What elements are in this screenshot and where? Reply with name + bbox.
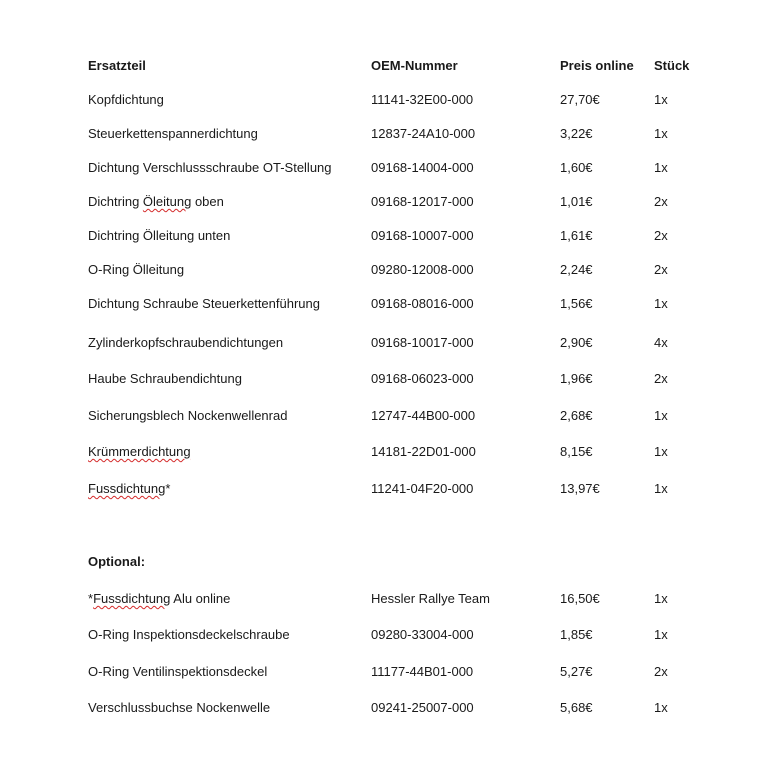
price: 2,24€ bbox=[560, 262, 593, 277]
header-qty: Stück bbox=[654, 58, 690, 73]
price: 1,96€ bbox=[560, 371, 593, 386]
part-name: O-Ring Ölleitung bbox=[88, 262, 185, 277]
quantity: 1x bbox=[654, 160, 668, 175]
table-row bbox=[0, 406, 771, 426]
oem-number: 14181-22D01-000 bbox=[371, 444, 476, 459]
price: 8,15€ bbox=[560, 444, 593, 459]
optional-row bbox=[0, 662, 771, 682]
quantity: 1x bbox=[654, 126, 668, 141]
quantity: 1x bbox=[654, 591, 668, 606]
optional-row bbox=[0, 698, 771, 718]
part-name bbox=[88, 442, 191, 462]
price: 5,27€ bbox=[560, 664, 593, 679]
quantity: 2x bbox=[654, 664, 668, 679]
part-name bbox=[88, 192, 224, 212]
optional-section-title: Optional: bbox=[88, 554, 146, 569]
quantity: 2x bbox=[654, 262, 668, 277]
part-name-pre: Dichtring bbox=[88, 194, 143, 209]
part-name: Sicherungsblech Nockenwellenrad bbox=[88, 408, 288, 423]
part-name: Verschlussbuchse Nockenwelle bbox=[88, 700, 271, 715]
part-name bbox=[88, 589, 230, 609]
footnote-marker: * bbox=[165, 481, 171, 496]
spellcheck-flagged-word: Fussdichtung bbox=[93, 591, 171, 606]
part-name: O-Ring Inspektionsdeckelschraube bbox=[88, 627, 290, 642]
price: 2,90€ bbox=[560, 335, 593, 350]
quantity: 1x bbox=[654, 627, 668, 642]
part-name: Zylinderkopfschraubendichtungen bbox=[88, 335, 284, 350]
part-name bbox=[88, 479, 170, 499]
spellcheck-flagged-word: Fussdichtung bbox=[88, 481, 166, 496]
header-price: Preis online bbox=[560, 58, 634, 73]
quantity: 1x bbox=[654, 481, 668, 496]
price: 1,61€ bbox=[560, 228, 593, 243]
oem-number: 11241-04F20-000 bbox=[371, 481, 474, 496]
price: 1,85€ bbox=[560, 627, 593, 642]
quantity: 1x bbox=[654, 700, 668, 715]
oem-number: 09168-06023-000 bbox=[371, 371, 474, 386]
quantity: 1x bbox=[654, 296, 668, 311]
price: 2,68€ bbox=[560, 408, 593, 423]
table-row bbox=[0, 158, 771, 178]
part-name: Haube Schraubendichtung bbox=[88, 371, 242, 386]
table-row bbox=[0, 90, 771, 110]
table-row bbox=[0, 369, 771, 389]
oem-number: 09280-33004-000 bbox=[371, 627, 474, 642]
oem-number: 11141-32E00-000 bbox=[371, 92, 474, 107]
price: 1,01€ bbox=[560, 194, 593, 209]
oem-number: 12747-44B00-000 bbox=[371, 408, 476, 423]
oem-number: 09168-10017-000 bbox=[371, 335, 474, 350]
table-row bbox=[0, 294, 771, 314]
quantity: 1x bbox=[654, 92, 668, 107]
optional-row bbox=[0, 589, 771, 609]
oem-number: 09168-08016-000 bbox=[371, 296, 474, 311]
part-name: Dichtung Verschlussschraube OT-Stellung bbox=[88, 160, 332, 175]
quantity: 2x bbox=[654, 371, 668, 386]
price: 1,56€ bbox=[560, 296, 593, 311]
oem-number: 09168-10007-000 bbox=[371, 228, 474, 243]
oem-number: 09280-12008-000 bbox=[371, 262, 474, 277]
part-name: Dichtung Schraube Steuerkettenführung bbox=[88, 296, 320, 311]
price: 13,97€ bbox=[560, 481, 600, 496]
part-name: Dichtring Ölleitung unten bbox=[88, 228, 231, 243]
table-row bbox=[0, 333, 771, 353]
table-header bbox=[0, 56, 771, 76]
quantity: 1x bbox=[654, 444, 668, 459]
part-name: Steuerkettenspannerdichtung bbox=[88, 126, 258, 141]
oem-number: 11177-44B01-000 bbox=[371, 664, 474, 679]
quantity: 1x bbox=[654, 408, 668, 423]
footnote-marker: * bbox=[88, 591, 94, 606]
table-row bbox=[0, 260, 771, 280]
optional-row bbox=[0, 625, 771, 645]
quantity: 4x bbox=[654, 335, 668, 350]
oem-number: 09241-25007-000 bbox=[371, 700, 474, 715]
price: 16,50€ bbox=[560, 591, 600, 606]
part-name: O-Ring Ventilinspektionsdeckel bbox=[88, 664, 268, 679]
table-row bbox=[0, 192, 771, 212]
price: 5,68€ bbox=[560, 700, 593, 715]
price: 27,70€ bbox=[560, 92, 600, 107]
header-part: Ersatzteil bbox=[88, 58, 146, 73]
table-row bbox=[0, 226, 771, 246]
part-name-post: oben bbox=[191, 194, 224, 209]
spellcheck-flagged-word: Öleitung bbox=[142, 194, 192, 209]
price: 1,60€ bbox=[560, 160, 593, 175]
part-name: Kopfdichtung bbox=[88, 92, 164, 107]
oem-number: 09168-14004-000 bbox=[371, 160, 474, 175]
table-row bbox=[0, 479, 771, 499]
spellcheck-flagged-word: Krümmerdichtung bbox=[88, 444, 191, 459]
price: 3,22€ bbox=[560, 126, 593, 141]
header-oem: OEM-Nummer bbox=[371, 58, 458, 73]
supplier: Hessler Rallye Team bbox=[371, 591, 490, 606]
part-name-post: Alu online bbox=[170, 591, 231, 606]
oem-number: 09168-12017-000 bbox=[371, 194, 474, 209]
table-row bbox=[0, 442, 771, 462]
table-row bbox=[0, 124, 771, 144]
quantity: 2x bbox=[654, 194, 668, 209]
quantity: 2x bbox=[654, 228, 668, 243]
oem-number: 12837-24A10-000 bbox=[371, 126, 476, 141]
